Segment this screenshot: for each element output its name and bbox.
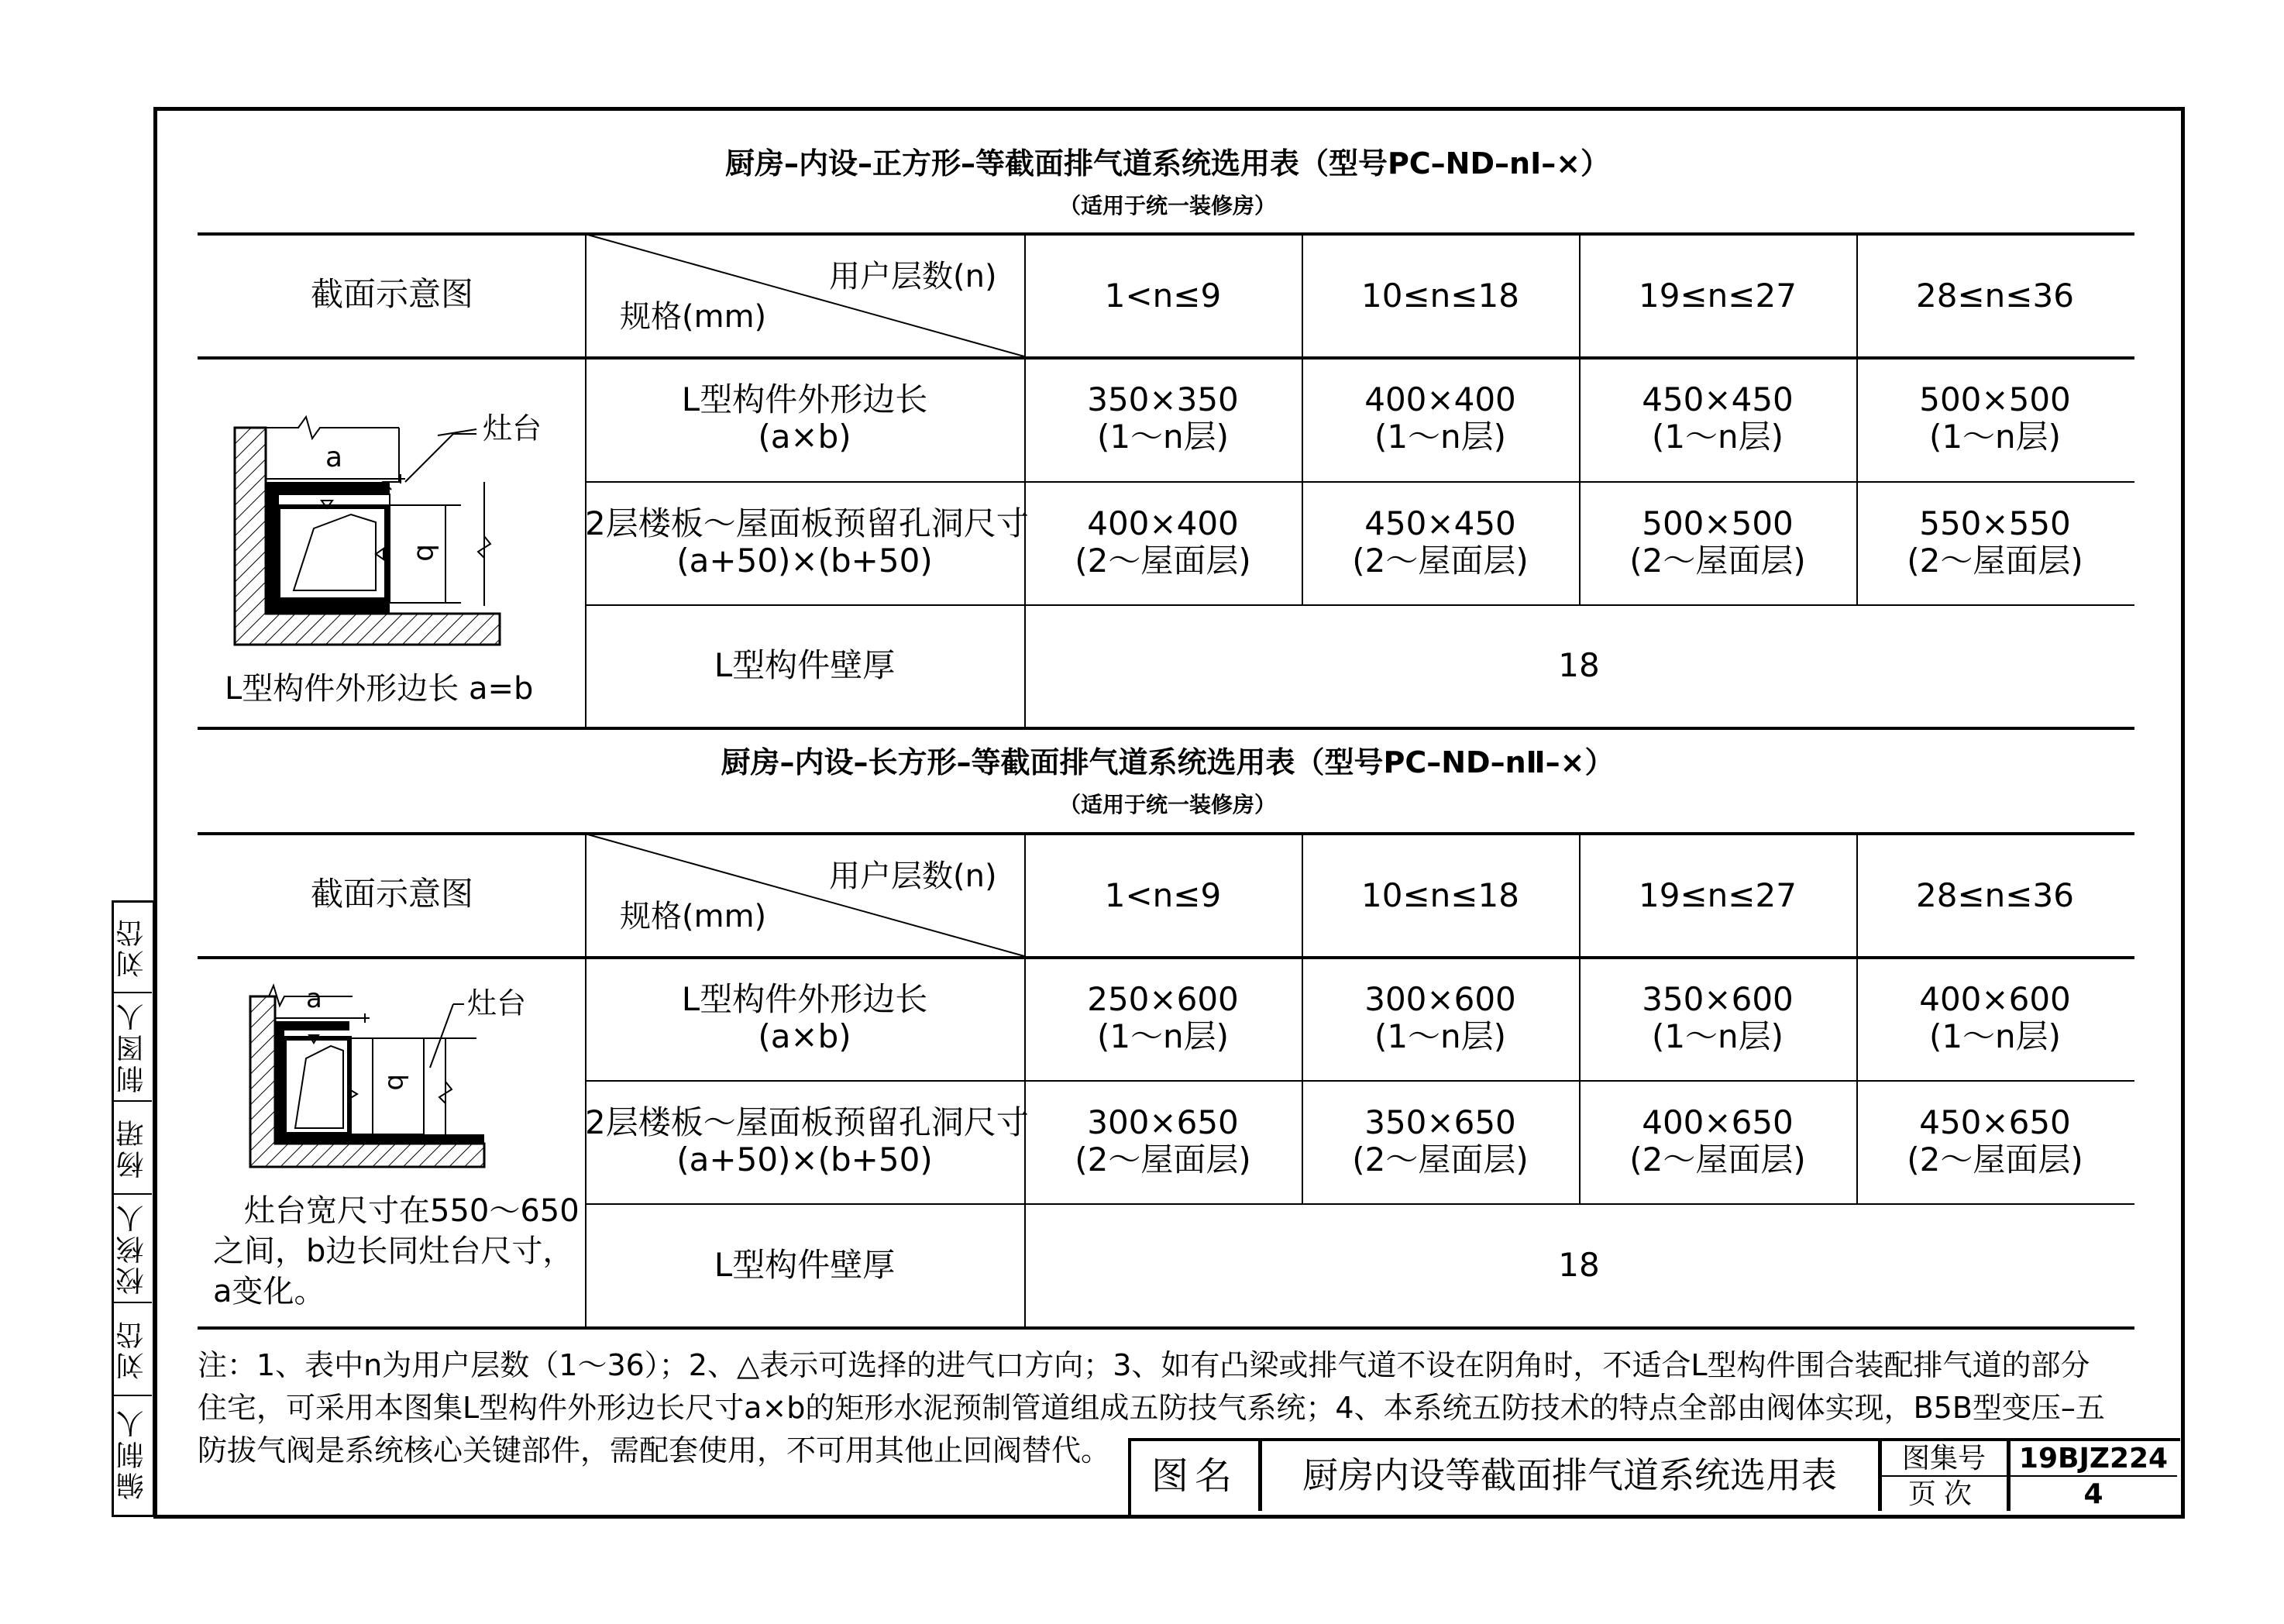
table2-row3-value: 18 [1558,1246,1600,1284]
table2-title: 厨房–内设–长方形–等截面排气道系统选用表（型号PC–ND–nⅡ–×） [721,745,1615,779]
stove-label: 灶台 [483,411,542,446]
table2-row-line [585,1203,2134,1205]
table2-row-line [585,1080,2134,1082]
row-label-line: L型构件外形边长 [681,380,928,418]
table2-diagram-caption [213,1191,580,1312]
table1-section-diagram [198,358,585,676]
cell-floors: (1～n层) [1928,418,2062,456]
table2-cell [1302,981,1579,1056]
cell-size: 400×600 [1919,980,2071,1018]
table1-cell [1024,505,1302,580]
table2-section-diagram [198,958,585,1190]
atlas-number: 19BJZ224 [2018,1443,2169,1474]
note-line: 注：1、表中n为用户层数（1～36）；2、△表示可选择的进气口方向；3、如有凸梁或排气道不设在阴角时，不适合L型构件围合装配排气道的部分 [198,1348,2090,1382]
table1-bottom-line [198,727,2134,730]
note-line: 住宅，可采用本图集L型构件外形边长尺寸a×b的矩形水泥预制管道组成五防技气系统；4、本系统五防技术的特点全部由阀体实现，B5B型变压–五 [198,1391,2105,1425]
note-line: 防拔气阀是系统核心关键部件，需配套使用，不可用其他止回阀替代。 [198,1433,1111,1467]
row-label-line: (a×b) [758,1017,851,1056]
stove-label: 灶台 [467,986,527,1020]
table2-col-header: 10≤n≤18 [1361,876,1519,914]
page-number: 4 [2083,1478,2103,1510]
cell-size: 500×500 [1919,380,2071,418]
cell-size: 350×350 [1087,380,1239,418]
page-number-label: 页次 [1907,1478,1980,1510]
table1-cell [1024,381,1302,456]
table2-row3-label: L型构件壁厚 [714,1246,896,1284]
cell-size: 400×650 [1642,1103,1794,1141]
table2-header-spec: 规格(mm) [620,899,767,934]
table1-col-header: 19≤n≤27 [1639,277,1797,315]
table1-header-floors: 用户层数(n) [829,259,997,294]
row-label-line: (a×b) [758,418,851,456]
strip-role-cell [113,1195,150,1302]
table2-col-header: 1<n≤9 [1104,876,1222,914]
cell-size: 350×650 [1364,1103,1516,1141]
table1-cell [1302,505,1579,580]
table2-header-section: 截面示意图 [310,875,473,913]
table1-row-line [585,604,2134,606]
caption-line: 灶台宽尺寸在550～650 [244,1193,580,1229]
cell-floors: (2～屋面层) [1907,542,2083,580]
table1-row1-label [585,381,1024,456]
cell-size: 250×600 [1087,980,1239,1018]
table1-row-line [585,481,2134,483]
cell-size: 450×450 [1364,504,1516,542]
table2-cell [1579,1104,1856,1179]
table1-header-spec: 规格(mm) [620,299,767,335]
row-label-line: (a+50)×(b+50) [676,542,933,580]
strip-role-cell [113,1396,150,1511]
cell-floors: (2～屋面层) [1075,1141,1251,1179]
row-label-line: L型构件外形边长 [681,980,928,1018]
cell-size: 300×650 [1087,1103,1239,1141]
table2-cell [1579,981,1856,1056]
row-label-line: 2层楼板～屋面板预留孔洞尺寸 [585,1103,1029,1141]
strip-role-cell [113,993,150,1100]
cell-size: 400×400 [1087,504,1239,542]
cell-floors: (2～屋面层) [1075,542,1251,580]
cell-floors: (2～屋面层) [1907,1141,2083,1179]
cell-floors: (1～n层) [1928,1017,2062,1056]
table1-row3-label: L型构件壁厚 [714,646,896,684]
table2-cell [1024,981,1302,1056]
table2-header-diagonal [585,834,1024,956]
row-label-line: 2层楼板～屋面板预留孔洞尺寸 [585,504,1029,542]
table1-col-header: 28≤n≤36 [1916,277,2074,315]
table1-cell [1579,505,1856,580]
table1-subtitle: （适用于统一装修房） [1058,193,1276,218]
cell-size: 450×650 [1919,1103,2071,1141]
table1-cell [1856,381,2134,456]
cell-floors: (1～n层) [1651,418,1784,456]
drawing-name: 厨房内设等截面排气道系统选用表 [1302,1454,1837,1496]
strip-name: 刘岱 [115,1318,148,1380]
table2-bottom-line [198,1326,2134,1330]
cell-size: 550×550 [1919,504,2071,542]
strip-name: 刘岱 [115,916,148,978]
caption-line: a变化。 [213,1274,325,1309]
table2-col-header: 19≤n≤27 [1639,876,1797,914]
table1-diagram-caption: L型构件外形边长 a=b [225,671,534,707]
strip-name-cell [113,1303,150,1395]
cell-floors: (2～屋面层) [1352,1141,1529,1179]
table2-header-floors: 用户层数(n) [829,858,997,894]
cell-floors: (2～屋面层) [1629,542,1806,580]
table1-title: 厨房–内设–正方形–等截面排气道系统选用表（型号PC–ND–nⅠ–×） [724,146,1611,181]
table1-col-header: 10≤n≤18 [1361,277,1519,315]
cell-floors: (1～n层) [1096,1017,1230,1056]
strip-name: 杨珺 [115,1116,148,1178]
table1-cell [1302,381,1579,456]
table1-row2-label [585,504,1029,580]
cell-size: 350×600 [1642,980,1794,1018]
cell-size: 400×400 [1364,380,1516,418]
drawing-name-label: 图名 [1151,1454,1238,1498]
strip-role: 校核人 [115,1202,148,1295]
title-block-midline [1880,1475,2177,1477]
caption-line: 之间，b边长同灶台尺寸， [213,1233,574,1269]
cell-floors: (1～n层) [1651,1017,1784,1056]
cell-floors: (1～n层) [1096,418,1230,456]
table2-cell [1302,1104,1579,1179]
table2-cell [1856,1104,2134,1179]
table2-row1-label [585,981,1024,1056]
strip-role: 制图人 [115,1000,148,1093]
dim-b-label: b [411,544,442,562]
cell-floors: (1～n层) [1374,418,1507,456]
dim-a-label: a [325,442,343,473]
table2-row2-label [585,1103,1029,1179]
table1-col-header: 1<n≤9 [1104,277,1222,315]
cell-size: 300×600 [1364,980,1516,1018]
table2-cell [1856,981,2134,1056]
strip-name-cell [113,902,150,992]
cell-size: 450×450 [1642,380,1794,418]
strip-role: 编制人 [115,1407,148,1500]
cell-floors: (2～屋面层) [1352,542,1529,580]
table1-cell [1856,505,2134,580]
table1-cell [1579,381,1856,456]
table2-subtitle: （适用于统一装修房） [1058,792,1276,817]
cell-floors: (2～屋面层) [1629,1141,1806,1179]
table2-top-line [198,832,2134,835]
table2-cell [1024,1104,1302,1179]
table2-col-header: 28≤n≤36 [1916,876,2074,914]
dim-a-label: a [306,983,322,1014]
table1-header-section: 截面示意图 [310,275,473,313]
cell-size: 500×500 [1642,504,1794,542]
row-label-line: (a+50)×(b+50) [676,1141,933,1179]
atlas-number-label: 图集号 [1901,1443,1986,1474]
table1-top-line [198,232,2134,236]
cell-floors: (1～n层) [1374,1017,1507,1056]
table1-header-diagonal [585,234,1024,356]
table1-row3-value: 18 [1558,646,1600,684]
dim-b-label: b [381,1074,412,1091]
strip-name-cell [113,1102,150,1193]
